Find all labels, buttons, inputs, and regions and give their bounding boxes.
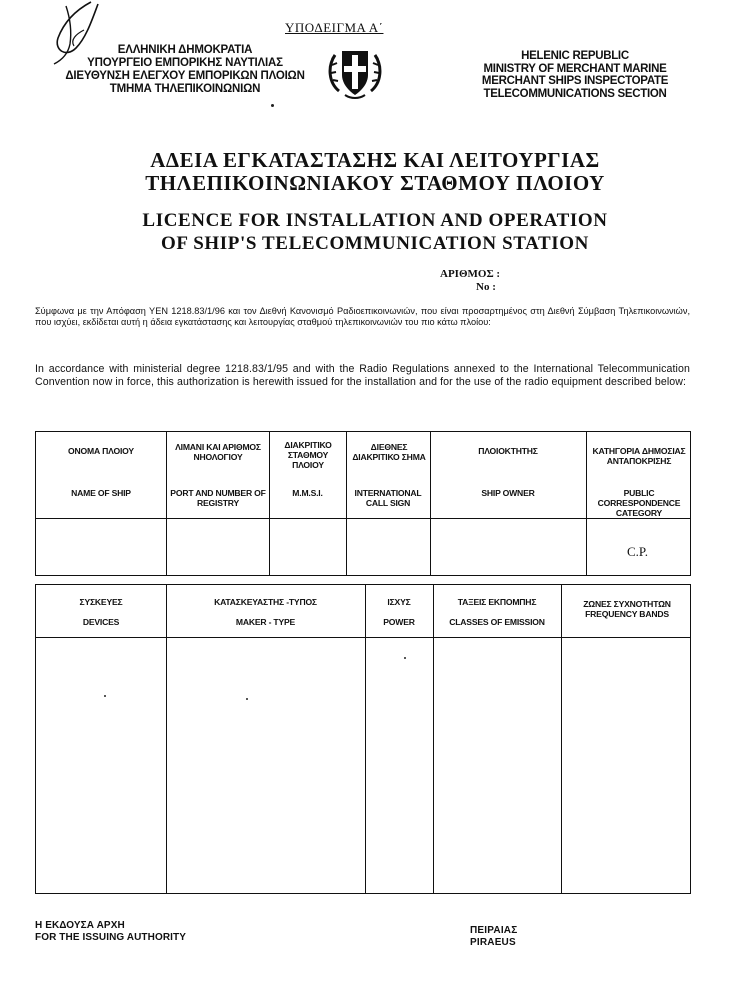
english-ministry-header (440, 50, 710, 100)
number-greek-label: ΑΡΙΘΜΟΣ : (440, 268, 501, 280)
header-call-sign-greek: ΔΙΕΘΝΕΣ ΔΙΑΚΡΙΤΙΚΟ ΣΗΜΑ (352, 442, 426, 462)
header-power-greek: ΙΣΧΥΣ (387, 597, 411, 607)
header-ship-owner-english: SHIP OWNER (481, 488, 535, 498)
header-devices-english: DEVICES (82, 617, 120, 627)
authority-english: FOR THE ISSUING AUTHORITY (35, 932, 187, 943)
stray-mark (104, 695, 106, 697)
table-column-divider (365, 585, 366, 893)
header-english-line: HELENIC REPUBLIC (521, 50, 629, 62)
header-english-line: TELECOMMUNICATIONS SECTION (483, 87, 667, 100)
table-column-divider (166, 585, 167, 893)
licence-number (440, 268, 500, 294)
header-frequency-greek: ΖΩΝΕΣ ΣΥΧΝΟΤΗΤΩΝ (583, 599, 671, 609)
header-ship-name-english: NAME OF SHIP (71, 488, 131, 498)
header-port-registry-english: PORT AND NUMBER OF REGISTRY (170, 488, 266, 508)
table-row-divider (36, 637, 690, 638)
category-value: C.P. (627, 544, 648, 559)
place-english: PIRAEUS (470, 937, 516, 948)
specimen-label: ΥΠΟΔΕΙΓΜΑ Α΄ (285, 20, 384, 35)
title-english-line2: OF SHIP'S TELECOMMUNICATION STATION (161, 233, 589, 254)
stray-mark (404, 657, 406, 659)
header-category-english: PUBLIC CORRESPONDENCE CATEGORY (597, 488, 681, 518)
english-authorization-text: In accordance with ministerial degree 1218.83/1/95 and with the Radio Regulations annexed to the International Telecommunication Convention now in force, this authorization is herewith issued for the installation and for the use of the radio equipment described below: (35, 363, 690, 388)
header-ship-owner-greek: ΠΛΟΙΟΚΤΗΤΗΣ (478, 446, 538, 456)
header-station-id-greek: ΔΙΑΚΡΙΤΙΚΟ ΣΤΑΘΜΟΥ ΠΛΟΙΟΥ (284, 440, 332, 470)
header-emission-greek: ΤΑΞΕΙΣ ΕΚΠΟΜΠΗΣ (457, 597, 537, 607)
header-greek-line: ΔΙΕΥΘΥΝΣΗ ΕΛΕΓΧΟΥ ΕΜΠΟΡΙΚΩΝ ΠΛΟΙΩΝ (65, 70, 305, 82)
greek-authorization-text: Σύμφωνα με την Απόφαση ΥΕΝ 1218.83/1/96 και τον Διεθνή Κανονισμό Ραδιοεπικοινωνιών, που είναι προσαρτημένος στη Διεθνή Σύμβαση Τηλεπικοινωνιών, που ισχύει, εκδίδεται αυτή η άδεια εγκατάστασης και λειτουργίας σταθμού τηλεπικοινωνιών του πιο κάτω πλοίου: (35, 306, 690, 327)
header-english-line: MERCHANT SHIPS INSPECTOPATE (481, 75, 669, 87)
header-ship-name-greek: ΟΝΟΜΑ ΠΛΟΙΟΥ (68, 446, 134, 456)
title-english-line1: LICENCE FOR INSTALLATION AND OPERATION (142, 210, 608, 231)
place-greek: ΠΕΙΡΑΙΑΣ (470, 925, 518, 936)
header-maker-type-english: MAKER - TYPE (235, 617, 296, 627)
header-frequency-english: FREQUENCY BANDS (585, 609, 669, 619)
greek-ministry-header (50, 44, 320, 96)
stray-mark (271, 104, 274, 107)
devices-table (35, 584, 691, 894)
header-mmsi-english: M.M.S.I. (292, 488, 323, 498)
number-english-label: No : (476, 281, 496, 293)
stray-mark (246, 698, 248, 700)
title-greek-line1: ΑΔΕΙΑ ΕΓΚΑΤΑΣΤΑΣΗΣ ΚΑΙ ΛΕΙΤΟΥΡΓΙΑΣ (150, 148, 600, 172)
header-english-line: MINISTRY OF MERCHANT MARINE (483, 62, 667, 75)
header-emission-english: CLASSES OF EMISSION (449, 617, 545, 627)
header-category-greek: ΚΑΤΗΓΟΡΙΑ ΔΗΜΟΣΙΑΣ ΑΝΤΑΠΟΚΡΙΣΗΣ (592, 446, 686, 466)
table-row-divider (36, 518, 690, 519)
header-greek-line: ΕΛΛΗΝΙΚΗ ΔΗΜΟΚΡΑΤΙΑ (117, 44, 253, 56)
header-greek-line: ΥΠΟΥΡΓΕΙΟ ΕΜΠΟΡΙΚΗΣ ΝΑΥΤΙΛΙΑΣ (87, 57, 283, 69)
issuing-authority-block (35, 920, 186, 944)
header-call-sign-english: INTERNATIONAL CALL SIGN (354, 488, 422, 508)
table-column-divider (433, 585, 434, 893)
authority-greek: Η ΕΚΔΟΥΣΑ ΑΡΧΗ (35, 920, 125, 931)
header-devices-greek: ΣΥΣΚΕΥΕΣ (79, 597, 123, 607)
title-greek-line2: ΤΗΛΕΠΙΚΟΙΝΩΝΙΑΚΟΥ ΣΤΑΘΜΟΥ ΠΛΟΙΟΥ (145, 171, 605, 195)
header-port-registry-greek: ΛΙΜΑΝΙ ΚΑΙ ΑΡΙΘΜΟΣ ΝΗΟΛΟΓΙΟΥ (175, 442, 261, 462)
issue-place-block (470, 925, 517, 949)
header-maker-type-greek: ΚΑΤΑΣΚΕΥΑΣΤΗΣ -ΤΥΠΟΣ (214, 597, 317, 607)
header-power-english: POWER (383, 617, 415, 627)
header-greek-line: ΤΜΗΜΑ ΤΗΛΕΠΙΚΟΙΝΩΝΙΩΝ (109, 83, 261, 95)
greek-coat-of-arms-icon (325, 45, 385, 103)
table-column-divider (561, 585, 562, 893)
